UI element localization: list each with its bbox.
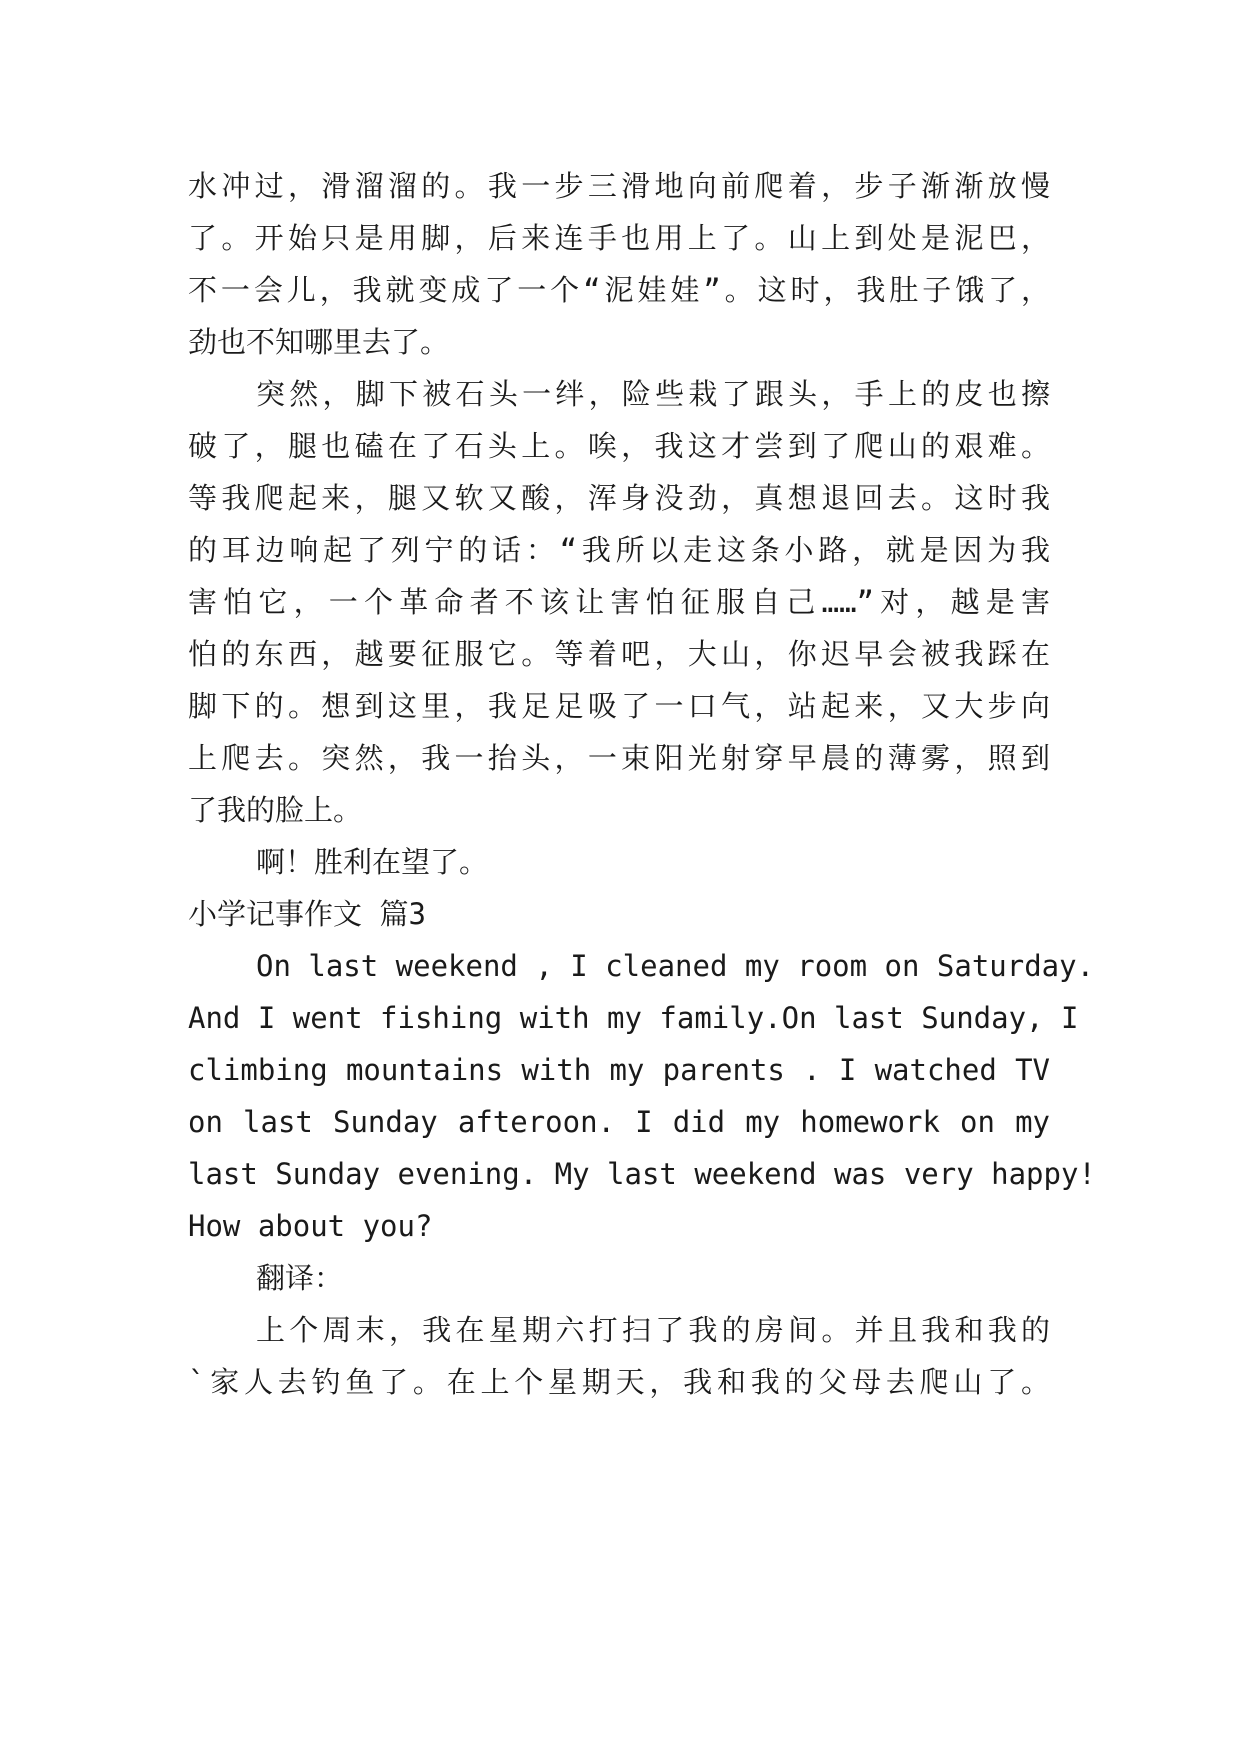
paragraph-line: 等我爬起来，腿又软又酸，浑身没劲，真想退回去。这时我	[188, 481, 1050, 515]
paragraph-line: last Sunday evening. My last weekend was very happy!	[188, 1157, 1096, 1191]
paragraph-line: 破了，腿也磕在了石头上。唉，我这才尝到了爬山的艰难。	[188, 429, 1050, 463]
paragraph-line: 害怕它，一个革命者不该让害怕征服自己……”对，越是害	[188, 585, 1050, 619]
paragraph-line: 不一会儿，我就变成了一个“泥娃娃”。这时，我肚子饿了，	[188, 273, 1050, 307]
paragraph-line: 脚下的。想到这里，我足足吸了一口气，站起来，又大步向	[188, 689, 1050, 723]
paragraph-line: `家人去钓鱼了。在上个星期天，我和我的父母去爬山了。	[188, 1365, 1050, 1399]
section-heading: 小学记事作文 篇3	[188, 897, 426, 931]
paragraph-line: 翻译：	[256, 1261, 344, 1295]
paragraph-line: 突然，脚下被石头一绊，险些栽了跟头，手上的皮也擦	[256, 377, 1050, 411]
paragraph-line: On last weekend , I cleaned my room on Saturday.	[256, 949, 1095, 983]
paragraph-line: How about you?	[188, 1209, 433, 1243]
paragraph-line: on last Sunday afteroon. I did my homework on my	[188, 1105, 1050, 1139]
paragraph-line: 怕的东西，越要征服它。等着吧，大山，你迟早会被我踩在	[188, 637, 1050, 671]
paragraph-line: 劲也不知哪里去了。	[188, 325, 450, 359]
paragraph-line: And I went fishing with my family.On last Sunday, I	[188, 1001, 1079, 1035]
paragraph-line: 了。开始只是用脚，后来连手也用上了。山上到处是泥巴，	[188, 221, 1050, 255]
paragraph-line: 上个周末，我在星期六打扫了我的房间。并且我和我的	[256, 1313, 1050, 1347]
paragraph-line: 了我的脸上。	[188, 793, 363, 827]
paragraph-line: climbing mountains with my parents . I watched TV	[188, 1053, 1050, 1087]
paragraph-line: 啊！胜利在望了。	[256, 845, 489, 879]
paragraph-line: 水冲过，滑溜溜的。我一步三滑地向前爬着，步子渐渐放慢	[188, 169, 1050, 203]
paragraph-line: 上爬去。突然，我一抬头，一束阳光射穿早晨的薄雾，照到	[188, 741, 1050, 775]
paragraph-line: 的耳边响起了列宁的话：“我所以走这条小路，就是因为我	[188, 533, 1050, 567]
